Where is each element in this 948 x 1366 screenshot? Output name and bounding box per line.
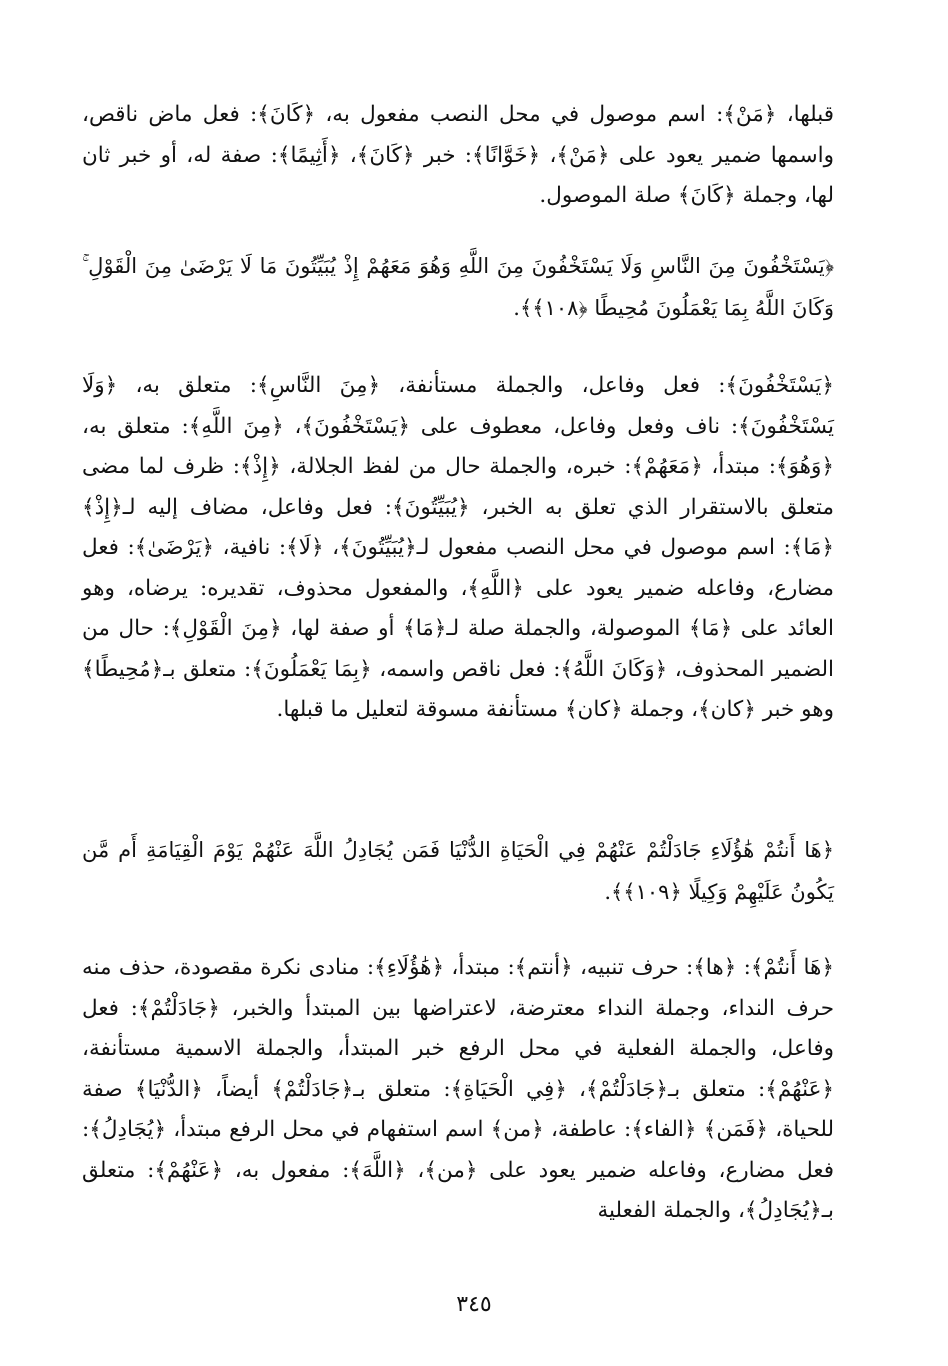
quran-verse-109: ﴿هَا أَنتُمْ هَٰؤُلَاءِ جَادَلْتُمْ عَنْهُمْ فِي الْحَيَاةِ الدُّنْيَا فَمَن يُجَادِلُ اللَّهَ عَنْهُمْ يَوْمَ الْقِيَامَةِ أَم مَّن يَكُونُ عَلَيْهِمْ وَكِيلًا ﴿١٠٩﴾﴾.: [82, 838, 834, 904]
quran-verse-108: ﴿يَسْتَخْفُونَ مِنَ النَّاسِ وَلَا يَسْتَخْفُونَ مِنَ اللَّهِ وَهُوَ مَعَهُمْ إِذْ يُبَيِّتُونَ مَا لَا يَرْضَىٰ مِنَ الْقَوْلِ ۚ وَكَانَ اللَّهُ بِمَا يَعْمَلُونَ مُحِيطًا ﴿١٠٨﴾﴾.: [82, 254, 834, 320]
paragraph-parsing-109: ﴿هَا أَنتُمْ﴾: ﴿ها﴾: حرف تنبيه، ﴿أنتم﴾: مبتدأ، ﴿هَٰؤُلَاءِ﴾: منادى نكرة مقصودة، حذف منه حرف النداء، وجملة النداء معترضة، لاعتراضها بين المبتدأ والخبر، ﴿جَادَلْتُمْ﴾: فعل وفاعل، والجملة الفعلية في محل الرفع خبر المبتدأ، والجملة الاسمية مستأنفة، ﴿عَنْهُمْ﴾: متعلق بـ﴿جَادَلْتُمْ﴾، ﴿فِي الْحَيَاةِ﴾: متعلق بـ﴿جَادَلْتُمْ﴾ أيضاً، ﴿الدُّنْيَا﴾ صفة للحياة، ﴿فَمَن﴾ ﴿الفاء﴾: عاطفة، ﴿من﴾ اسم استفهام في محل الرفع مبتدأ، ﴿يُجَادِلُ﴾: فعل مضارع، وفاعله ضمير يعود على ﴿من﴾، ﴿اللَّهَ﴾: مفعول به، ﴿عَنْهُمْ﴾: متعلق بـ﴿يُجَادِلُ﴾، والجملة الفعلية: [82, 955, 834, 1223]
paragraph-intro: قبلها، ﴿مَنْ﴾: اسم موصول في محل النصب مفعول به، ﴿كَانَ﴾: فعل ماض ناقص، واسمها ضمير يعود على ﴿مَنْ﴾، ﴿خَوَّانًا﴾: خبر ﴿كَانَ﴾، ﴿أَثِيمًا﴾: صفة له، أو خبر ثان لها، وجملة ﴿كَانَ﴾ صلة الموصول.: [82, 102, 834, 208]
page-number: ٣٤٥: [456, 1292, 492, 1317]
paragraph-parsing-108: ﴿يَسْتَخْفُونَ﴾: فعل وفاعل، والجملة مستأنفة، ﴿مِنَ النَّاسِ﴾: متعلق به، ﴿وَلَا يَسْتَخْفُونَ﴾: ناف وفعل وفاعل، معطوف على ﴿يَسْتَخْفُونَ﴾، ﴿مِنَ اللَّهِ﴾: متعلق به، ﴿وَهُوَ﴾: مبتدأ، ﴿مَعَهُمْ﴾: خبره، والجملة حال من لفظ الجلالة، ﴿إِذْ﴾: ظرف لما مضى متعلق بالاستقرار الذي تعلق به الخبر، ﴿يُبَيِّتُونَ﴾: فعل وفاعل، مضاف إليه لـ﴿إِذْ﴾ ﴿مَا﴾: اسم موصول في محل النصب مفعول لـ﴿يُبَيِّتُونَ﴾، ﴿لَا﴾: نافية، ﴿يَرْضَىٰ﴾: فعل مضارع، وفاعله ضمير يعود على ﴿اللَّهِ﴾، والمفعول محذوف، تقديره: يرضاه، وهو العائد على ﴿مَا﴾ الموصولة، والجملة صلة لـ﴿مَا﴾ أو صفة لها، ﴿مِنَ الْقَوْلِ﴾: حال من الضمير المحذوف، ﴿وَكَانَ اللَّهُ﴾: فعل ناقص واسمه، ﴿بِمَا يَعْمَلُونَ﴾: متعلق بـ﴿مُحِيطًا﴾ وهو خبر ﴿كان﴾، وجملة ﴿كان﴾ مستأنفة مسوقة لتعليل ما قبلها.: [82, 373, 834, 722]
